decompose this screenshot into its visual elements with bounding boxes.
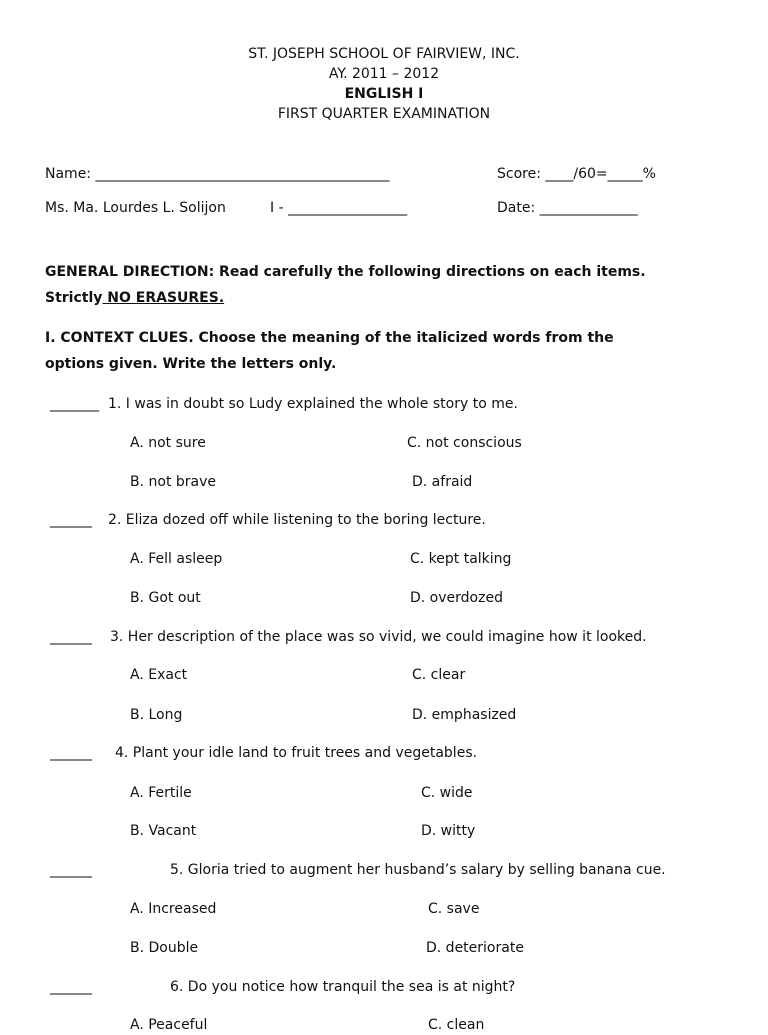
general-direction: GENERAL DIRECTION: Read carefully the following directions on each items. <box>45 264 646 280</box>
choice-c: C. kept talking <box>410 551 512 567</box>
choice-a: A. Fell asleep <box>130 551 223 567</box>
question: 6. Do you notice how tranquil the sea is at night? <box>170 979 516 995</box>
choice-a: A. Increased <box>130 901 217 917</box>
subject-title: ENGLISH I <box>344 86 424 102</box>
choice-b: B. not brave <box>130 474 217 490</box>
choice-d: D. emphasized <box>412 707 517 723</box>
choice-b: B. Double <box>130 940 199 956</box>
exam-title: FIRST QUARTER EXAMINATION <box>277 106 491 122</box>
strictly-text: Strictly <box>45 290 103 306</box>
question: 2. Eliza dozed off while listening to the boring lecture. <box>108 512 486 528</box>
choice-a: A. Exact <box>130 667 188 683</box>
choice-d: D. witty <box>421 823 476 839</box>
answer-blank[interactable]: ______ <box>50 629 92 645</box>
choice-b: B. Vacant <box>130 823 197 839</box>
question: 3. Her description of the place was so vivid, we could imagine how it looked. <box>110 629 647 645</box>
question: 1. I was in doubt so Ludy explained the whole story to me. <box>108 396 518 412</box>
choice-c: C. save <box>428 901 480 917</box>
question: 4. Plant your idle land to fruit trees and vegetables. <box>115 745 478 761</box>
answer-blank[interactable]: ______ <box>50 512 92 528</box>
choice-c: C. not conscious <box>407 435 522 451</box>
choice-d: D. deteriorate <box>426 940 524 956</box>
choice-c: C. clean <box>428 1017 485 1033</box>
answer-blank[interactable]: ______ <box>50 745 92 761</box>
choice-a: A. Fertile <box>130 785 192 801</box>
choice-d: D. afraid <box>412 474 473 490</box>
choice-d: D. overdozed <box>410 590 503 606</box>
choice-c: C. clear <box>412 667 466 683</box>
choice-a: A. Peaceful <box>130 1017 208 1033</box>
academic-year: AY. 2011 – 2012 <box>328 66 440 82</box>
no-erasures-text: NO ERASURES. <box>102 290 225 306</box>
answer-blank[interactable]: _______ <box>50 396 99 412</box>
section-heading-line2: options given. Write the letters only. <box>45 356 337 372</box>
section-heading: I. CONTEXT CLUES. Choose the meaning of the italicized words from the <box>45 330 614 346</box>
score-field[interactable]: Score: ____/60=_____% <box>497 166 656 182</box>
date-field[interactable]: Date: ______________ <box>497 200 638 216</box>
choice-b: B. Long <box>130 707 183 723</box>
answer-blank[interactable]: ______ <box>50 979 92 995</box>
teacher-name: Ms. Ma. Lourdes L. Solijon <box>45 200 226 216</box>
choice-c: C. wide <box>421 785 473 801</box>
question: 5. Gloria tried to augment her husband’s salary by selling banana cue. <box>170 862 666 878</box>
name-field[interactable]: Name: __________________________________________ <box>45 166 390 182</box>
choice-a: A. not sure <box>130 435 206 451</box>
answer-blank[interactable]: ______ <box>50 862 92 878</box>
section-field[interactable]: I - _________________ <box>270 200 408 216</box>
general-direction-line2 <box>45 288 224 308</box>
school-name: ST. JOSEPH SCHOOL OF FAIRVIEW, INC. <box>248 46 520 62</box>
choice-b: B. Got out <box>130 590 201 606</box>
